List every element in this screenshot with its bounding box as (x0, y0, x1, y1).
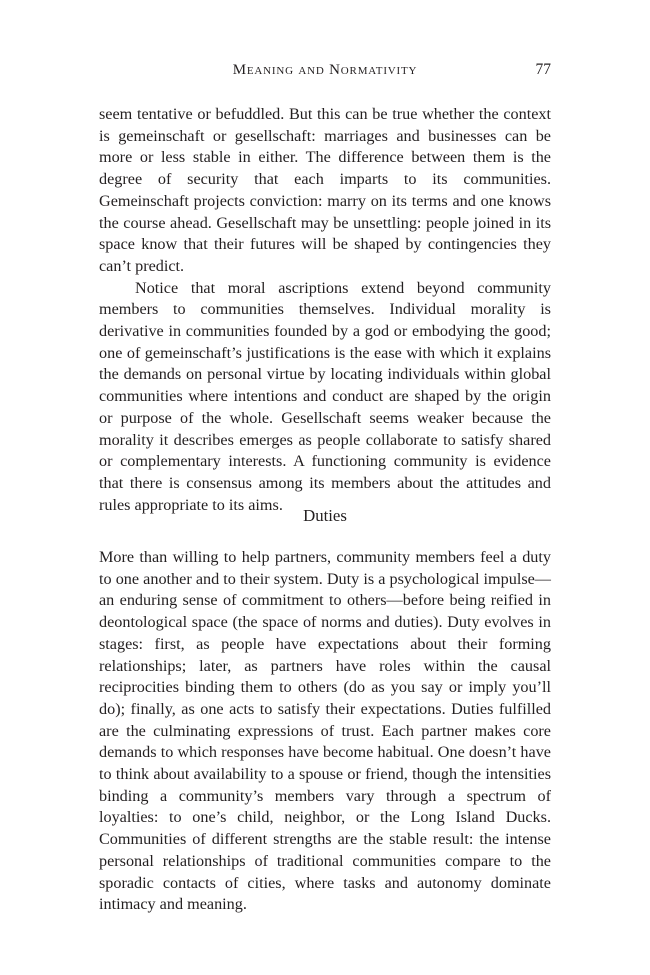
paragraph-duties: More than willing to help partners, community members feel a duty to one another and to their system. Duty is a psychological impulse—an enduring sense of commitment to others—before being reified in deontological space (the space of norms and duties). Duty evolves in stages: first, as people have expectations about their forming relationships; later, as partners have roles within the causal reciprocities binding them to others (do as you say or imply you’ll do); finally, as one acts to satisfy their expectations. Duties fulfilled are the culminating expressions of trust. Each partner makes core demands to which responses have become habitual. One doesn’t have to think about availability to a spouse or friend, though the intensities binding a community’s members vary through a spectrum of loyalties: to one’s child, neighbor, or the Long Island Ducks. Communities of different strengths are the stable result: the intense personal relationships of traditional communities compare to the sporadic contacts of cities, where tasks and autonomy dominate intimacy and meaning. (99, 548, 551, 914)
running-title: Meaning and Normativity (232, 62, 418, 78)
paragraph-moral-ascriptions: Notice that moral ascriptions extend beyond community members to communities themselves. Individual morality is derivative in communities founded by a god or embodying the good; one of gemeinschaft’s justifications is the ease with which it explains the demands on personal virtue by locating individuals within global communities where intentions and conduct are shaped by the origin or purpose of the whole. Gesellschaft seems weaker because the morality it describes emerges as people collaborate to satisfy shared or complementary interests. A functioning community is evidence that there is consensus among its members about the attitudes and rules appropriate to its aims. (99, 278, 551, 514)
paragraph-continuation: seem tentative or befuddled. But this can be true whether the context is gemeinschaft or gesellschaft: marriages and businesses can be more or less stable in either. The difference between them is the degree of security that each imparts to its communities. Gemeinschaft projects conviction: marry on its terms and one knows the course ahead. Gesellschaft may be unsettling: people joined in its space know that their futures will be shaped by contingencies they can’t predict. (99, 105, 551, 275)
page-number: 77 (535, 61, 551, 78)
text-block-duties (99, 547, 551, 916)
running-head (99, 60, 551, 82)
section-heading: Duties (303, 506, 347, 525)
text-block-top (99, 104, 551, 516)
